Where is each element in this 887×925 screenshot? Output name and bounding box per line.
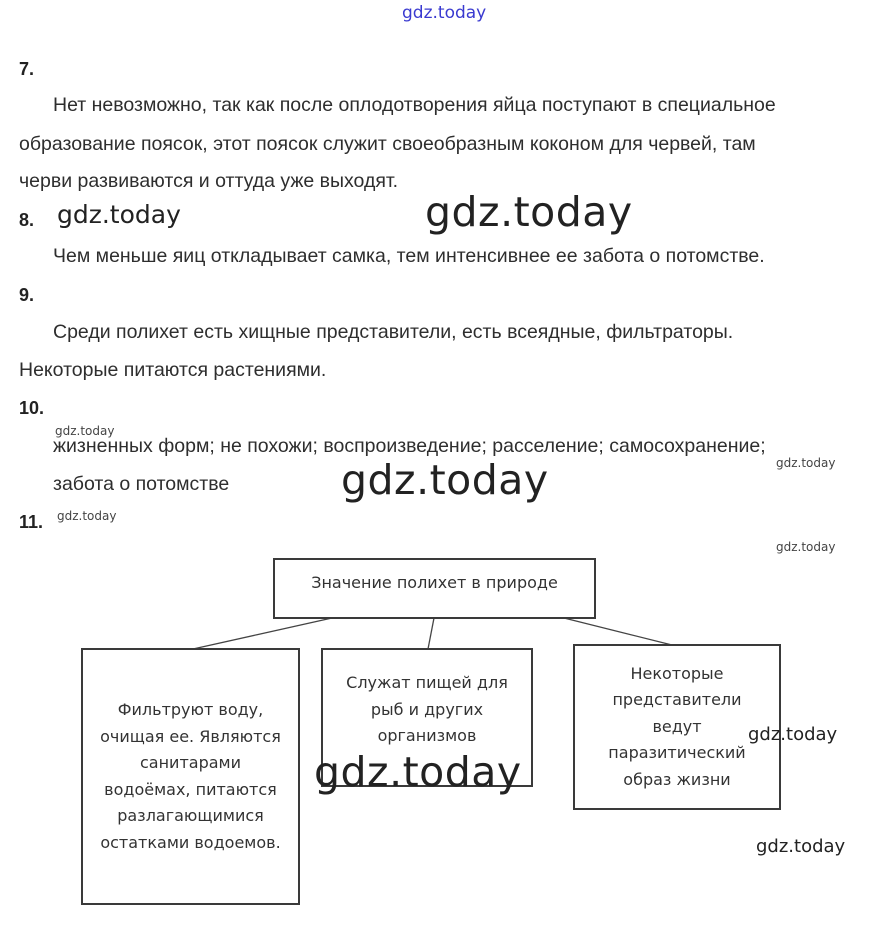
diagram-right-line: ведут [652,716,702,736]
watermark: gdz.today [756,836,846,857]
watermark: gdz.today [776,456,836,470]
question-10-number: 10. [19,398,45,418]
diagram-right-line: представители [612,690,742,710]
diagram-left-line: остатками водоемов. [100,832,281,852]
diagram-right-line: Некоторые [630,663,724,683]
diagram-right-line: образ жизни [623,769,731,789]
question-10-line-2: забота о потомстве [53,473,230,495]
diagram-left-line: Фильтруют воду, [117,700,264,719]
question-8-number: 8. [19,210,35,230]
question-9-line-1: Среди полихет есть хищные представители, есть всеядные, фильтраторы. [53,321,734,343]
diagram-left-line: санитарами [139,753,241,772]
watermark: gdz.today [776,540,836,554]
question-11-number: 11. [19,512,44,532]
connector-middle [428,618,434,649]
question-10-line-1: жизненных форм; не похожи; воспроизведение; расселение; самосохранение; [53,435,766,457]
diagram-left-line: очищая ее. Являются [100,726,281,746]
connector-left [193,618,332,649]
question-7-line-1: Нет невозможно, так как после оплодотворения яйца поступают в специальное [53,94,776,116]
watermark: gdz.today [425,188,633,236]
diagram-left-box [81,648,300,905]
diagram-middle-line: Служат пищей для [346,673,508,692]
question-7-line-3: черви развиваются и оттуда уже выходят. [19,170,399,192]
watermark: gdz.today [748,724,838,745]
question-9-number: 9. [19,285,35,305]
question-7-line-2: образование поясок, этот поясок служит своеобразным коконом для червей, там [19,133,756,155]
watermark: gdz.today [341,456,549,504]
question-8-line-1: Чем меньше яиц откладывает самка, тем интенсивнее ее забота о потомстве. [53,245,765,267]
question-7-number: 7. [19,59,35,79]
watermark: gdz.today [55,424,115,438]
diagram-left-line: водоёмах, питаются [104,779,277,799]
watermark: gdz.today [57,200,181,229]
watermark-top: gdz.today [402,3,487,23]
diagram-left-line: разлагающимися [117,806,264,825]
watermark: gdz.today [57,509,117,523]
diagram-middle-line: организмов [377,726,477,745]
diagram-middle-line: рыб и других [370,699,484,719]
watermark: gdz.today [314,748,522,796]
question-9-line-2: Некоторые питаются растениями. [19,359,327,381]
diagram-root-box [273,558,596,619]
diagram-right-line: паразитический [608,743,746,763]
diagram-root-label: Значение полихет в природе [311,573,558,592]
connector-right [564,618,672,645]
